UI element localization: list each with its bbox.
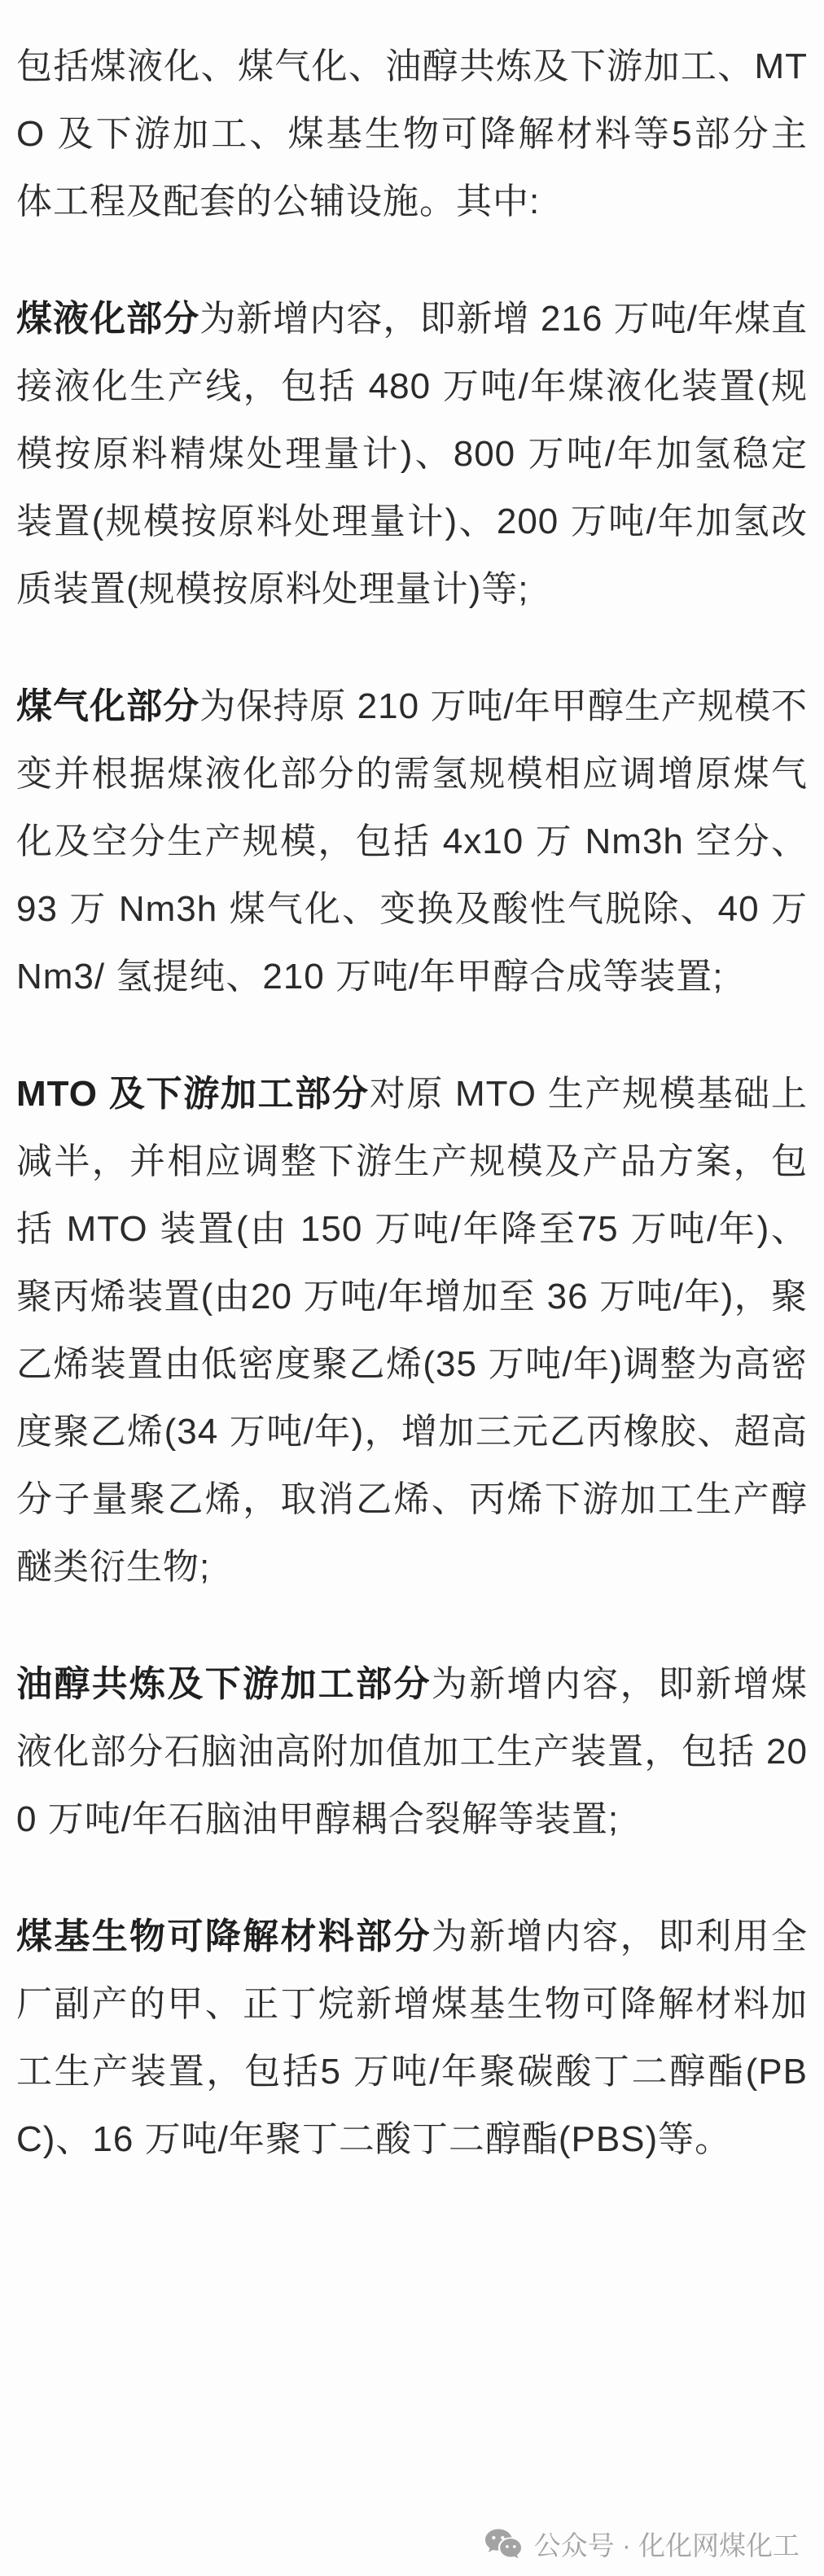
paragraph (16, 1060, 808, 1601)
paragraph-lead: 煤液化部分 (16, 299, 200, 339)
paragraph-text: 为新增内容，即新增 216 万吨/年煤直接液化生产线，包括 480 万吨/年煤液化装置(规模按原料精煤处理量计)、800 万吨/年加氢稳定装置(规模按原料处理量计)、200 万吨/年加氢改质装置(规模按原料处理量计)等; (16, 299, 808, 609)
wechat-icon (484, 2528, 523, 2561)
paragraph (16, 33, 808, 235)
watermark-text: 公众号 · 化化网煤化工 (533, 2530, 800, 2561)
paragraph (16, 1903, 808, 2173)
paragraph (16, 285, 808, 623)
paragraph-lead: MTO 及下游加工部分 (16, 1074, 370, 1114)
paragraph-text: 为新增内容，即利用全厂副产的甲、正丁烷新增煤基生物可降解材料加工生产装置，包括5 万吨/年聚碳酸丁二醇酯(PBC)、16 万吨/年聚丁二酸丁二醇酯(PBS)等。 (16, 1917, 809, 2159)
paragraph-lead: 油醇共炼及下游加工部分 (16, 1664, 432, 1704)
paragraph-lead: 煤基生物可降解材料部分 (16, 1917, 432, 1956)
paragraph-text: 对原 MTO 生产规模基础上减半，并相应调整下游生产规模及产品方案，包括 MTO 装置(由 150 万吨/年降至75 万吨/年)、聚丙烯装置(由20 万吨/年增加至 36 万吨/年)，聚乙烯装置由低密度聚乙烯(35 万吨/年)调整为高密度聚乙烯(34 万吨/年)，增加三元乙丙橡胶、超高分子量聚乙烯，取消乙烯、丙烯下游加工生产醇醚类衍生物; (16, 1074, 808, 1587)
paragraph-lead: 煤气化部分 (16, 686, 200, 726)
paragraph-text: 为新增内容，即新增煤液化部分石脑油高附加值加工生产装置，包括 200 万吨/年石脑油甲醇耦合裂解等装置; (16, 1664, 809, 1839)
paragraph-text: 为保持原 210 万吨/年甲醇生产规模不变并根据煤液化部分的需氢规模相应调增原煤气化及空分生产规模，包括 4x10 万 Nm3h 空分、93 万 Nm3h 煤气化、变换及酸性气脱除、40 万 Nm3/ 氢提纯、210 万吨/年甲醇合成等装置; (16, 686, 808, 997)
paragraph (16, 1650, 808, 1853)
watermark (484, 2525, 800, 2563)
paragraph (16, 672, 808, 1010)
paragraph-text: 包括煤液化、煤气化、油醇共炼及下游加工、MTO 及下游加工、煤基生物可降解材料等5部分主体工程及配套的公辅设施。其中: (16, 46, 808, 221)
